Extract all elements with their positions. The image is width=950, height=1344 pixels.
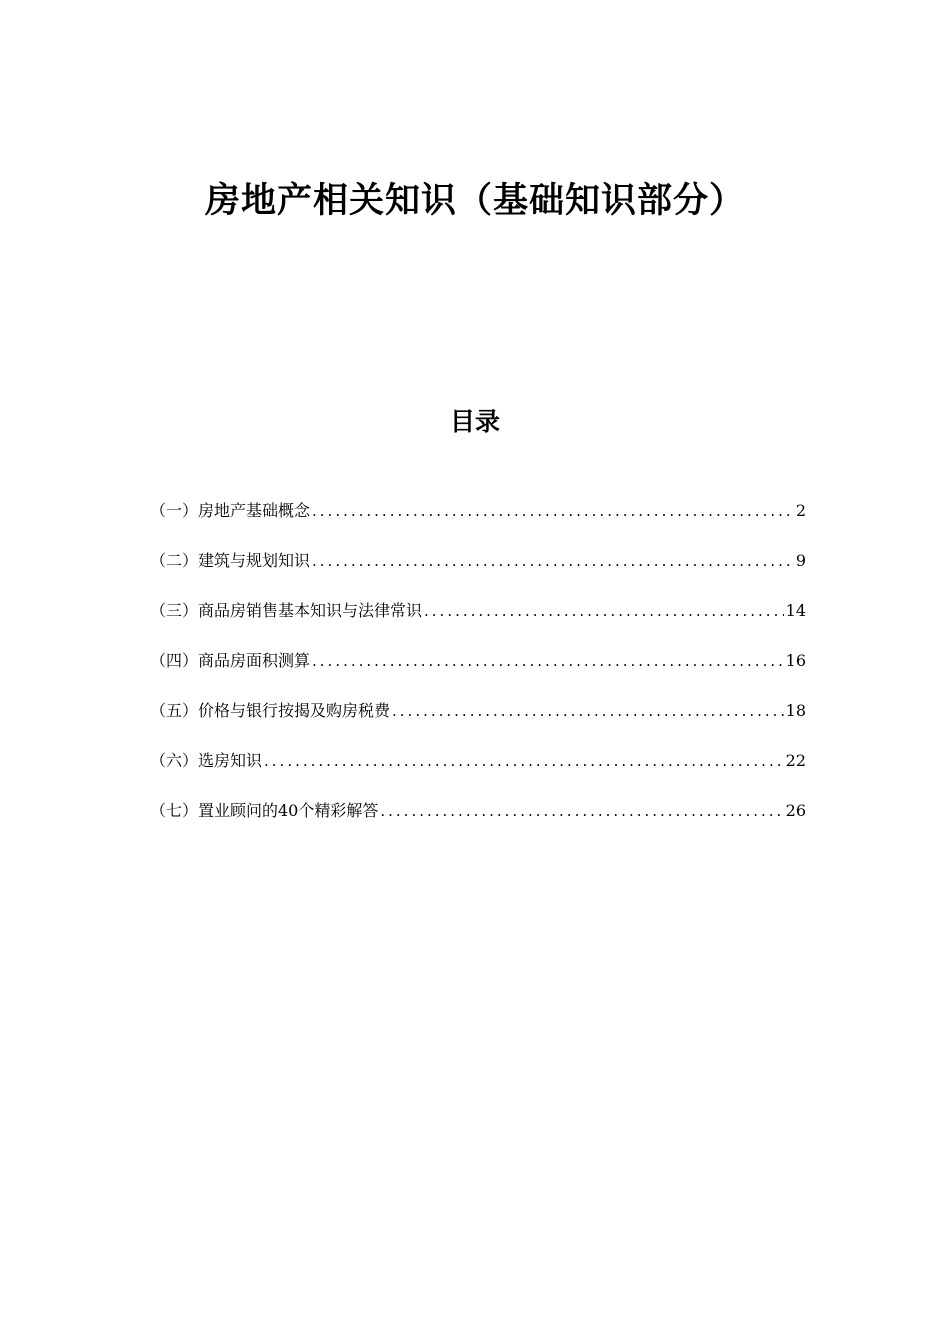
toc-entry-label: （四）商品房面积测算	[150, 651, 311, 670]
toc-entry-page: 2	[795, 501, 806, 520]
toc-entry-label: （三）商品房销售基本知识与法律常识	[150, 601, 423, 620]
toc-entry-label: （一）房地产基础概念	[150, 501, 311, 520]
toc-entry[interactable]	[150, 746, 806, 776]
table-of-contents	[150, 496, 806, 846]
toc-dot-leader	[424, 596, 784, 626]
toc-entry-label: （二）建筑与规划知识	[150, 551, 311, 570]
toc-entry-page: 14	[785, 601, 806, 620]
toc-dot-leader	[264, 746, 784, 776]
toc-entry[interactable]	[150, 696, 806, 726]
toc-entry-label: （五）价格与银行按揭及购房税费	[150, 701, 391, 720]
toc-entry[interactable]	[150, 596, 806, 626]
toc-entry[interactable]	[150, 496, 806, 526]
toc-dot-leader	[312, 646, 784, 676]
toc-entry-page: 22	[785, 751, 806, 770]
toc-entry[interactable]	[150, 796, 806, 826]
toc-entry-label: （七）置业顾问的40个精彩解答	[150, 801, 379, 820]
toc-entry-page: 9	[795, 551, 806, 570]
toc-dot-leader	[392, 696, 784, 726]
toc-entry-page: 18	[785, 701, 806, 720]
toc-dot-leader	[312, 546, 794, 576]
toc-entry-page: 26	[785, 801, 806, 820]
toc-entry[interactable]	[150, 546, 806, 576]
toc-heading: 目录	[449, 407, 500, 436]
document-title: 房地产相关知识（基础知识部分）	[204, 181, 745, 221]
toc-entry-page: 16	[785, 651, 806, 670]
toc-dot-leader	[312, 496, 794, 526]
toc-dot-leader	[380, 796, 783, 826]
toc-entry[interactable]	[150, 646, 806, 676]
toc-entry-label: （六）选房知识	[150, 751, 263, 770]
